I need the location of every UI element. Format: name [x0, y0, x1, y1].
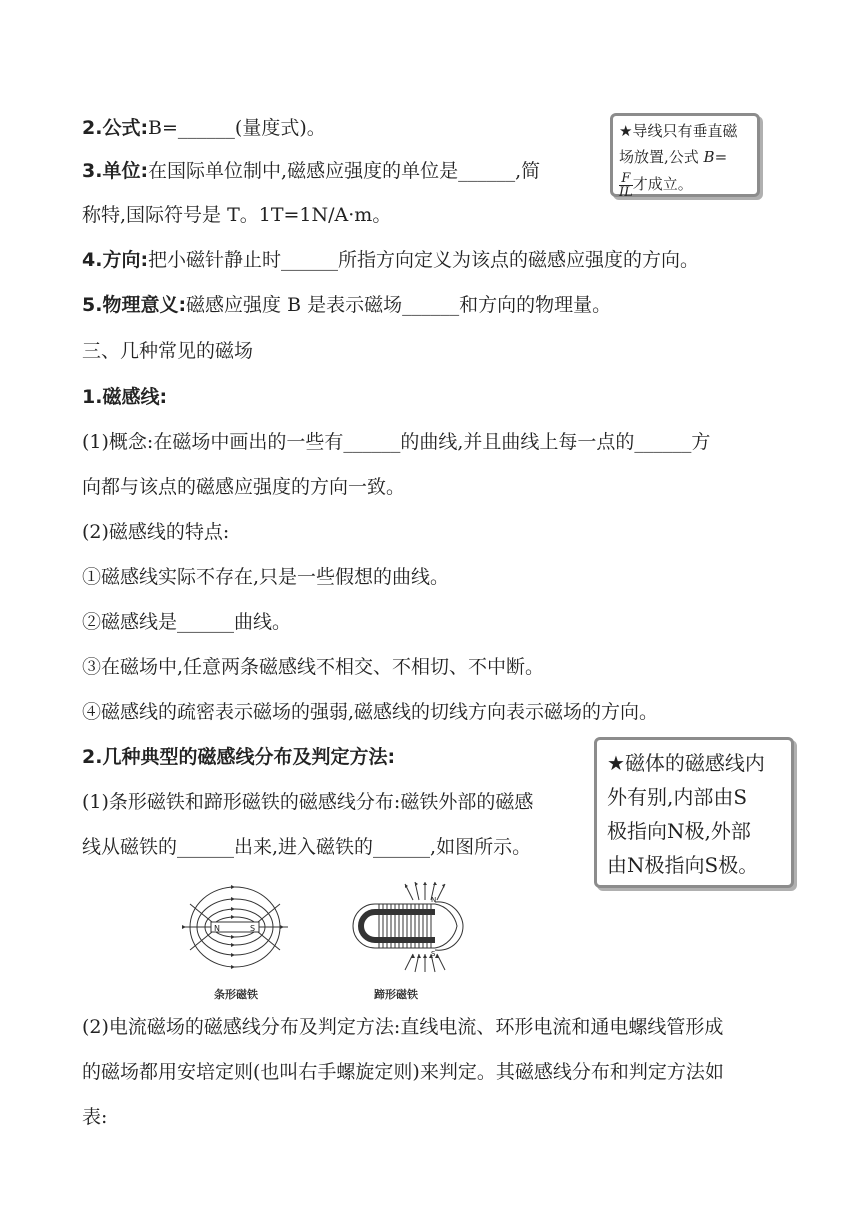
horseshoe-magnet-caption: 蹄形磁铁: [374, 988, 418, 1001]
note1-line3: $\frac{F}{IL}$ 才成立。: [619, 170, 693, 200]
mag-lines-title: 1.磁感线:: [82, 386, 168, 408]
feature-1: ①磁感线实际不存在,只是一些假想的曲线。: [82, 566, 450, 588]
feature-2: ②磁感线是______曲线。: [82, 611, 292, 633]
note1-line2: 场放置,公式 B=: [619, 148, 728, 166]
direction-line: [82, 245, 699, 275]
current-line-2: 的磁场都用安培定则(也叫右手螺旋定则)来判定。其磁感线分布和判定方法如: [82, 1061, 724, 1083]
unit-label: 3.单位:: [82, 160, 149, 182]
bar-magnet-n-pole: N: [214, 924, 220, 933]
horseshoe-s-pole: S: [431, 950, 436, 958]
concept-line-2: 向都与该点的磁感应强度的方向一致。: [82, 476, 406, 498]
feature-3: ③在磁场中,任意两条磁感线不相交、不相切、不中断。: [82, 656, 545, 678]
current-line-3: 表:: [82, 1106, 108, 1128]
unit-line: [82, 156, 540, 186]
horseshoe-magnet-diagram: [335, 876, 465, 986]
features-title: (2)磁感线的特点:: [82, 521, 230, 543]
bar-magnet-caption: 条形磁铁: [214, 988, 258, 1001]
unit-line-2: 称特,国际符号是 T。1T=1N/A·m。: [82, 204, 392, 226]
magnet-line-1: (1)条形磁铁和蹄形磁铁的磁感线分布:磁铁外部的磁感: [82, 791, 534, 813]
note2-line4: 由N极指向S极。: [607, 853, 759, 877]
side-note-magnet: [594, 737, 794, 888]
bar-magnet-s-pole: S: [250, 924, 256, 933]
meaning-text: 磁感应强度 B 是表示磁场______和方向的物理量。: [186, 294, 612, 316]
formula-text: B=______(量度式)。: [148, 117, 326, 139]
formula-label: 2.公式:: [82, 117, 149, 139]
star-icon: ★: [607, 751, 625, 775]
note2-line1: ★磁体的磁感线内: [607, 751, 765, 775]
formula-line: [82, 113, 326, 143]
star-icon: ★: [619, 122, 633, 140]
note2-line2: 外有别,内部由S: [607, 785, 748, 809]
section-heading: 三、几种常见的磁场: [82, 340, 254, 362]
concept-line-1: (1)概念:在磁场中画出的一些有______的曲线,并且曲线上每一点的______方: [82, 431, 711, 453]
unit-text: 在国际单位制中,磁感应强度的单位是______,简: [148, 160, 541, 182]
meaning-label: 5.物理意义:: [82, 294, 187, 316]
feature-4: ④磁感线的疏密表示磁场的强弱,磁感线的切线方向表示磁场的方向。: [82, 701, 659, 723]
magnet-line-2: 线从磁铁的______出来,进入磁铁的______,如图所示。: [82, 836, 532, 858]
formula-fraction: $\frac{F}{IL}$: [619, 170, 633, 200]
direction-text: 把小磁针静止时______所指方向定义为该点的磁感应强度的方向。: [148, 249, 700, 271]
direction-label: 4.方向:: [82, 249, 149, 271]
meaning-line: [82, 290, 611, 320]
current-line-1: (2)电流磁场的磁感线分布及判定方法:直线电流、环形电流和通电螺线管形成: [82, 1016, 724, 1038]
note2-line3: 极指向N极,外部: [607, 819, 751, 843]
bar-magnet-diagram: [180, 876, 290, 986]
note1-line1: ★导线只有垂直磁: [619, 122, 738, 140]
horseshoe-n-pole: N: [431, 896, 437, 904]
side-note-formula: [610, 113, 760, 200]
typical-title: 2.几种典型的磁感线分布及判定方法:: [82, 746, 396, 768]
